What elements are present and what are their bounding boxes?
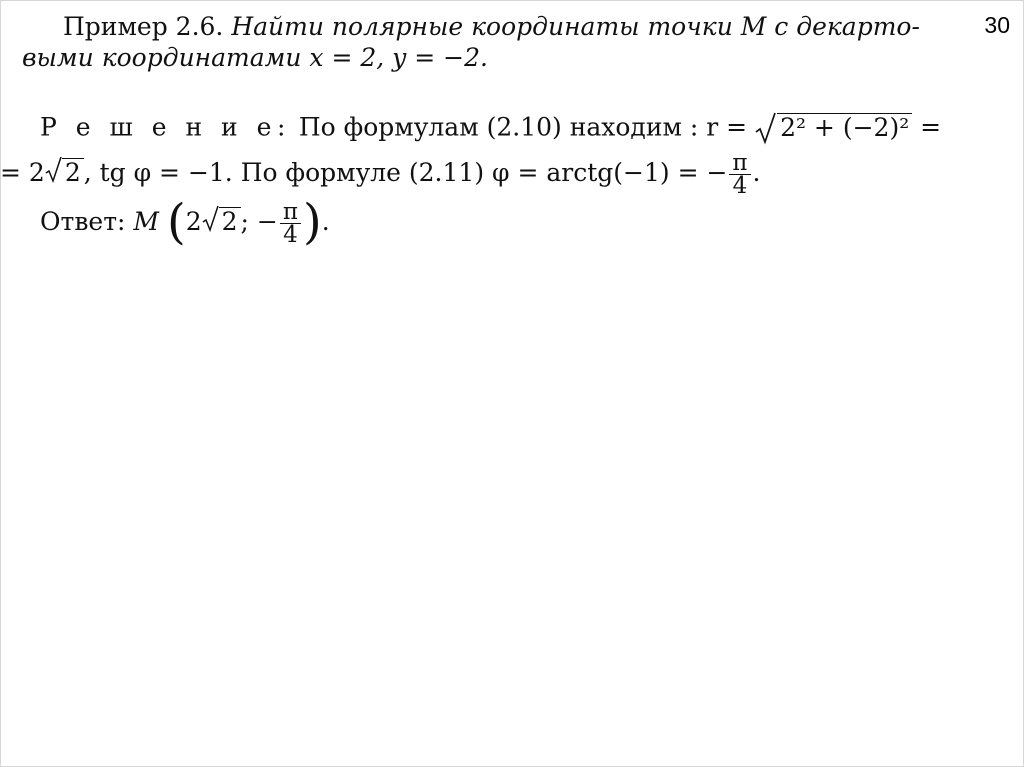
problem-label: Пример 2.6. (63, 12, 224, 41)
pi-over-four-fraction (729, 152, 750, 197)
problem-text-line-2: выми координатами x = 2, y = −2. (22, 43, 488, 72)
fraction-denominator: 4 (732, 173, 748, 199)
fraction-numerator: π (729, 152, 750, 175)
answer-coord-left: 2 (185, 207, 202, 236)
solution-line2-mid: , tg φ = −1. По формуле (2.11) φ = arctg(−1) = − (83, 158, 728, 187)
sqrt-sign-icon (202, 205, 219, 233)
solution-label: Р е ш е н и е: (40, 112, 291, 142)
sqrt-radicand: 2² + (−2)² (777, 113, 912, 142)
fraction-numerator: π (280, 201, 301, 224)
solution-line2-prefix: = 2 (0, 158, 45, 187)
solution-line1-prefix: По формулам (2.10) находим : r = (298, 112, 748, 142)
answer-pi-over-four-fraction (280, 201, 301, 246)
answer-end: . (321, 207, 330, 236)
answer-radicand: 2 (219, 207, 241, 236)
left-paren-icon: ( (166, 194, 186, 250)
solution-line-2 (0, 152, 761, 197)
right-paren-icon: ) (302, 194, 322, 250)
fraction-denominator: 4 (283, 222, 298, 248)
solution-line-1 (40, 112, 941, 146)
sqrt-sign-icon (755, 112, 777, 146)
answer-label: Ответ: (40, 207, 126, 236)
solution-line1-suffix: = (920, 112, 942, 142)
solution-line2-end: . (752, 158, 761, 187)
problem-line-2 (22, 43, 488, 73)
solution-line2-radicand: 2 (62, 158, 84, 187)
answer-line (40, 194, 330, 250)
problem-text-line-1: Найти полярные координаты точки M с декарто- (231, 12, 920, 41)
answer-separator: ; − (240, 207, 278, 236)
sqrt-sign-icon (45, 156, 62, 184)
answer-point: M (133, 207, 160, 236)
page-number: 30 (984, 12, 1010, 38)
problem-line-1 (63, 12, 920, 42)
